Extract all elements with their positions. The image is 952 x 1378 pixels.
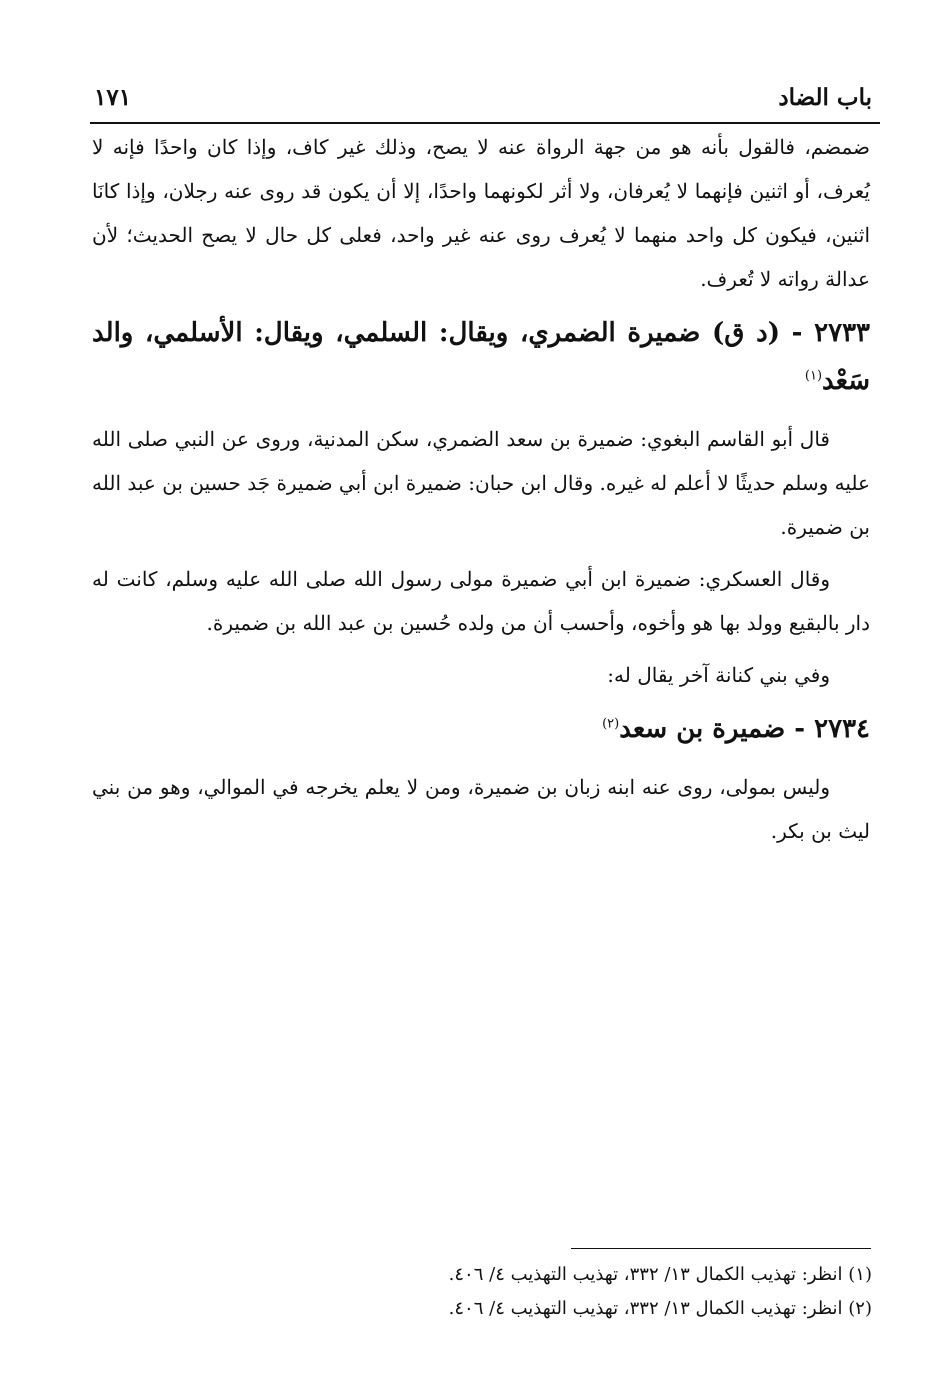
footnotes (380, 1258, 872, 1326)
chapter-title: باب الضاد (778, 84, 872, 111)
page-body (92, 125, 870, 861)
paragraph-kinana: وفي بني كنانة آخر يقال له: (607, 663, 830, 687)
page-header (90, 70, 880, 124)
footnote-marker: (١) (804, 368, 823, 384)
paragraph-mawla: وليس بمولى، روى عنه ابنه زبان بن ضميرة، ومن لا يعلم يخرجه في الموالي، وهو من بني ليث بن بكر. (92, 775, 870, 843)
entry-heading-text: ٢٧٣٤ - ضميرة بن سعد (619, 714, 870, 744)
page-number: ١٧١ (94, 84, 132, 111)
entry-heading-2733 (92, 309, 870, 405)
footnote-separator (571, 1248, 871, 1249)
footnote-2: (٢) انظر: تهذيب الكمال ١٣/ ٣٣٢، تهذيب التهذيب ٤/ ٤٠٦. (448, 1298, 872, 1319)
paragraph-continuation: ضمضم، فالقول بأنه هو من جهة الرواة عنه لا يصح، وذلك غير كاف، وإذا كان واحدًا فإنه لا يُعرف، أو اثنين فإنهما لا يُعرفان، ولا أثر لكونهما واحدًا، إلا أن يكون قد روى عنه رجلان، وإذا كانَا اثنين، فيكون كل واحد منهما لا يُعرف روى عنه غير واحد، فعلى كل حال لا يصح الحديث؛ لأن عدالة رواته لا تُعرف. (92, 135, 870, 291)
entry-heading-2734 (92, 705, 870, 753)
paragraph-baghawi: قال أبو القاسم البغوي: ضميرة بن سعد الضمري، سكن المدنية، وروى عن النبي صلى الله عليه وسلم حديثًا لا أعلم له غيره. وقال ابن حبان: ضميرة ابن أبي ضميرة جَد حسين بن عبد الله بن ضميرة. (92, 427, 870, 539)
entry-heading-text: ٢٧٣٣ - (د ق) ضميرة الضمري، ويقال: السلمي، ويقال: الأسلمي، والد سَعْد (92, 318, 870, 396)
paragraph-askari: وقال العسكري: ضميرة ابن أبي ضميرة مولى رسول الله صلى الله عليه وسلم، كانت له دار بالبقيع وولد بها هو وأخوه، وأحسب أن من ولده حُسين بن عبد الله بن ضميرة. (92, 567, 870, 635)
footnote-marker: (٢) (602, 716, 620, 732)
footnote-1: (١) انظر: تهذيب الكمال ١٣/ ٣٣٢، تهذيب التهذيب ٤/ ٤٠٦. (448, 1264, 872, 1285)
